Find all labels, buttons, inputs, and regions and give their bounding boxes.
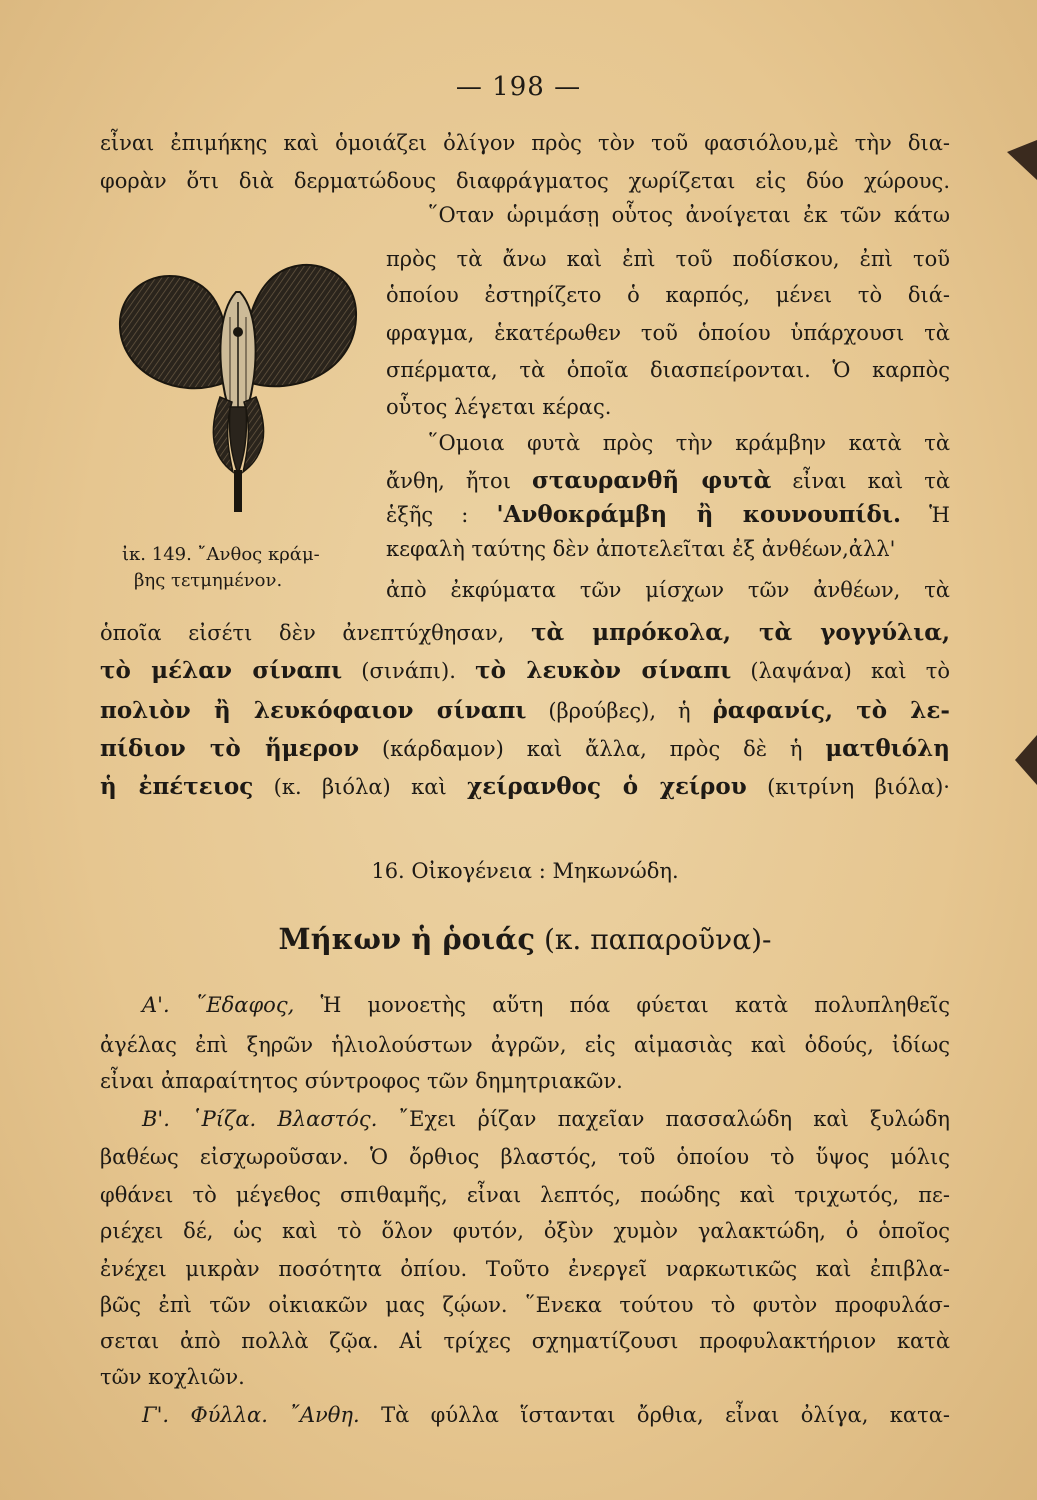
- text-span: ἡ: [677, 699, 691, 723]
- bold-term: σταυρανθῆ φυτὰ: [531, 467, 772, 494]
- text-line: [386, 466, 950, 496]
- text-line: τῶν κοχλιῶν.: [100, 1365, 245, 1389]
- text-line: εἶναι ἀπαραίτητος σύντροφος τῶν δημητριακῶν.: [100, 1069, 623, 1093]
- text-line: [386, 500, 950, 530]
- text-line: οὗτος λέγεται κέρας.: [386, 395, 612, 419]
- text-line: ἀπὸ ἐκφύματα τῶν μίσχων τῶν ἀνθέων, τὰ: [386, 578, 950, 602]
- text-line: [100, 990, 950, 1020]
- text-span: (κάρδαμον) καὶ ἄλλα, πρὸς δὲ ἡ: [381, 737, 803, 761]
- bold-term: ῥαφανίς, τὸ λε-: [712, 697, 950, 724]
- text-line: [100, 656, 950, 686]
- heading-rest: (κ. παπαροῦνα)-: [543, 923, 772, 956]
- text-span: ἑξῆς :: [386, 503, 469, 527]
- bold-term: χείρανθος ὁ χείρου: [467, 773, 747, 800]
- text-line: [100, 1400, 950, 1430]
- text-line: ῞Ομοια φυτὰ πρὸς τὴν κράμβην κατὰ τὰ: [428, 431, 950, 455]
- page-edge-tear-top: [1007, 140, 1037, 180]
- section-label: Φύλλα. ῎Ανθη.: [190, 1403, 360, 1427]
- text-line: σπέρματα, τὰ ὁποῖα διασπείρονται. Ὁ καρπὸς: [386, 358, 950, 382]
- text-line: [100, 772, 950, 802]
- caption-line: βης τετμημένον.: [134, 570, 283, 591]
- text-span: Τὰ φύλλα ἵστανται ὄρθια, εἶναι ὀλίγα, κατα-: [381, 1403, 950, 1427]
- text-span: Ἡ μονοετὴς αὕτη πόα φύεται κατὰ πολυπληθεῖς: [320, 993, 950, 1017]
- cabbage-flower-illustration: [108, 232, 370, 522]
- text-line: βῶς ἐπὶ τῶν οἰκιακῶν μας ζῴων. ῞Ενεκα τούτου τὸ φυτὸν προφυλάσ-: [100, 1293, 950, 1317]
- text-line: [100, 618, 950, 648]
- section-label: ῾Ρίζα. Βλαστός.: [191, 1107, 378, 1131]
- bold-term: 'Ανθοκράμβη ἢ κουνουπίδι.: [496, 501, 902, 528]
- page-number: — 198 —: [455, 72, 582, 102]
- text-line: κεφαλὴ ταύτης δὲν ἀποτελεῖται ἐξ ἀνθέων,ἀλλ': [386, 537, 896, 561]
- text-line: [100, 696, 950, 726]
- text-line: ἀγέλας ἐπὶ ξηρῶν ἡλιολούστων ἀγρῶν, εἰς αἱμασιὰς καὶ ὁδούς, ἰδίως: [100, 1033, 950, 1057]
- text-span: Ἡ: [929, 503, 950, 527]
- section-lead: Γ'.: [142, 1403, 170, 1427]
- text-line: φθάνει τὸ μέγεθος σπιθαμῆς, εἶναι λεπτός, ποώδης καὶ τριχωτός, πε-: [100, 1183, 950, 1207]
- section-lead: Α'.: [142, 993, 170, 1017]
- text-line: [100, 734, 950, 764]
- page-edge-tear-middle: [1015, 735, 1037, 785]
- bold-term: ματθιόλη: [825, 735, 950, 762]
- text-span: ὁποῖα εἰσέτι δὲν ἀνεπτύχθησαν,: [100, 621, 505, 645]
- bold-term: τὸ μέλαν σίναπι: [100, 657, 343, 684]
- text-line: εἶναι ἐπιμήκης καὶ ὁμοιάζει ὀλίγον πρὸς τὸν τοῦ φασιόλου,μὲ τὴν δια-: [100, 131, 950, 155]
- text-line: [100, 1104, 950, 1134]
- bold-term: πίδιον τὸ ἥμερον: [100, 735, 360, 762]
- text-line: πρὸς τὰ ἄνω καὶ ἐπὶ τοῦ ποδίσκου, ἐπὶ τοῦ: [386, 247, 950, 271]
- section-heading: [100, 922, 950, 956]
- family-heading: 16. Οἰκογένεια : Μηκωνώδη.: [371, 859, 679, 883]
- text-span: ἄνθη, ἤτοι: [386, 469, 511, 493]
- text-line: φραγμα, ἑκατέρωθεν τοῦ ὁποίου ὑπάρχουσι τὰ: [386, 321, 950, 345]
- bold-term: τὰ μπρόκολα, τὰ γογγύλια,: [531, 619, 951, 646]
- text-line: ἐνέχει μικρὰν ποσότητα ὀπίου. Τοῦτο ἐνεργεῖ ναρκωτικῶς καὶ ἐπιβλα-: [100, 1257, 950, 1281]
- caption-line: ἰκ. 149. ῎Ανθος κράμ-: [122, 544, 320, 565]
- text-span: (σινάπι).: [361, 659, 456, 683]
- heading-bold: Μήκων ἡ ῥοιάς: [278, 922, 536, 956]
- text-line: φορὰν ὅτι διὰ δερματώδους διαφράγματος χωρίζεται εἰς δύο χώρους.: [100, 169, 950, 193]
- text-span: εἶναι καὶ τὰ: [792, 469, 950, 493]
- bold-term: πολιὸν ἢ λευκόφαιον σίναπι: [100, 697, 527, 724]
- text-line: βαθέως εἰσχωροῦσαν. Ὁ ὄρθιος βλαστός, τοῦ ὁποίου τὸ ὕψος μόλις: [100, 1145, 950, 1169]
- bold-term: ἡ ἐπέτειος: [100, 773, 254, 800]
- section-label: ῞Εδαφος,: [195, 993, 295, 1017]
- text-span: ῎Εχει ῥίζαν παχεῖαν πασσαλώδη καὶ ξυλώδη: [398, 1107, 950, 1131]
- figure-caption: [122, 542, 372, 594]
- section-lead: Β'.: [142, 1107, 170, 1131]
- text-span: (λαψάνα) καὶ τὸ: [750, 659, 950, 683]
- text-line: ριέχει δέ, ὡς καὶ τὸ ὅλον φυτόν, ὀξὺν χυμὸν γαλακτώδη, ὁ ὁποῖος: [100, 1219, 950, 1243]
- text-line: σεται ἀπὸ πολλὰ ζῷα. Αἱ τρίχες σχηματίζουσι προφυλακτήριον κατὰ: [100, 1329, 950, 1353]
- text-line: ῞Οταν ὡριμάσῃ οὗτος ἀνοίγεται ἐκ τῶν κάτω: [428, 203, 950, 227]
- text-line: ὁποίου ἐστηρίζετο ὁ καρπός, μένει τὸ διά-: [386, 283, 950, 307]
- text-span: (βρούβες),: [548, 699, 657, 723]
- text-span: (κιτρίνη βιόλα)·: [767, 775, 950, 799]
- bold-term: τὸ λευκὸν σίναπι: [475, 657, 732, 684]
- text-span: (κ. βιόλα) καὶ: [273, 775, 447, 799]
